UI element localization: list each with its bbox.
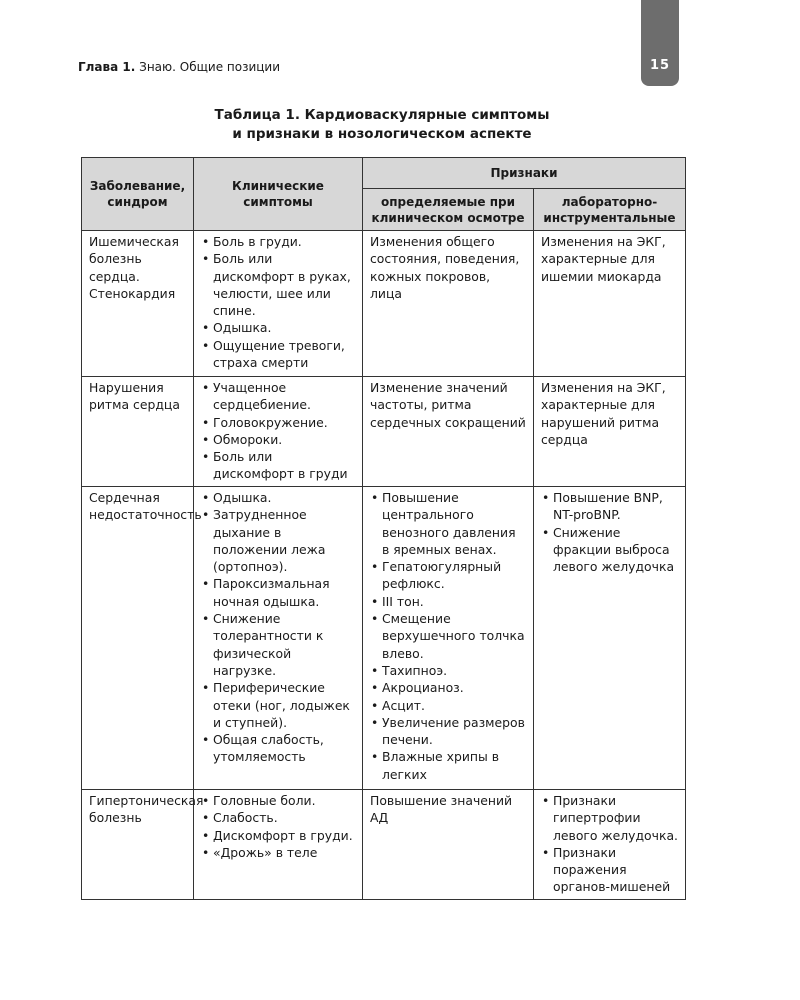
list-item: • Учащенное сердцебиение. — [201, 379, 355, 414]
list-item: • Признаки гипертрофии левого желудочка. — [541, 792, 678, 844]
disease-cell: Сердечная недостаточность — [82, 487, 194, 790]
chapter-title: Знаю. Общие позиции — [135, 60, 281, 74]
list-item: • Боль или дискомфорт в груди — [201, 448, 355, 483]
list-item: • Боль или дискомфорт в руках, челюсти, шее или спине. — [201, 250, 355, 319]
page-number-tab — [641, 0, 679, 86]
list-item: • Периферические отеки (ног, лодыжек и ступней). — [201, 679, 355, 731]
disease-cell: Гипертоническая болезнь — [82, 790, 194, 900]
exam-cell: Повышение значений АД — [363, 790, 534, 900]
list-item: • «Дрожь» в теле — [201, 844, 355, 861]
list-item: • Обмороки. — [201, 431, 355, 448]
table-title-line-1: Таблица 1. Кардиоваскулярные симптомы — [214, 107, 550, 123]
symptoms-cell — [194, 231, 363, 377]
list-item: • Увеличение размеров печени. — [370, 714, 526, 749]
list-item: • Дискомфорт в груди. — [201, 827, 355, 844]
lab-cell — [534, 790, 686, 900]
header-disease: Заболевание, синдром — [82, 158, 194, 231]
table-row — [82, 790, 686, 900]
list-item: • Слабость. — [201, 809, 355, 826]
chapter-label: Глава 1. — [78, 60, 136, 74]
list-item: • Влажные хрипы в легких — [370, 748, 526, 783]
lab-cell: Изменения на ЭКГ, характерные для ишемии миокарда — [534, 231, 686, 377]
page-number: 15 — [649, 58, 671, 73]
exam-cell — [363, 487, 534, 790]
symptoms-cell — [194, 487, 363, 790]
list-item: • Признаки поражения органов-мишеней — [541, 844, 678, 896]
symptoms-cell — [194, 790, 363, 900]
header-lab: лабораторно-инструментальные — [534, 189, 686, 231]
symptoms-table — [81, 157, 686, 900]
disease-cell: Ишемическая болезнь сердца. Стенокардия — [82, 231, 194, 377]
list-item: • Головокружение. — [201, 414, 355, 431]
list-item: • Смещение верхушечного толчка влево. — [370, 610, 526, 662]
list-item: • Головные боли. — [201, 792, 355, 809]
list-item: • Затрудненное дыхание в положении лежа (ортопноэ). — [201, 506, 355, 575]
list-item: • Одышка. — [201, 489, 355, 506]
list-item: • Пароксизмальная ночная одышка. — [201, 575, 355, 610]
table-title-line-2: и признаки в нозологическом аспекте — [232, 126, 532, 142]
list-item: • Общая слабость, утомляемость — [201, 731, 355, 766]
list-item: • Ощущение тревоги, страха смерти — [201, 337, 355, 372]
table-row — [82, 487, 686, 790]
list-item: • Одышка. — [201, 319, 355, 336]
list-item: • Асцит. — [370, 697, 526, 714]
list-item: • Тахипноэ. — [370, 662, 526, 679]
table-title — [80, 106, 684, 144]
symptoms-cell — [194, 377, 363, 487]
list-item: • Снижение толерантности к физической нагрузке. — [201, 610, 355, 679]
table-row — [82, 377, 686, 487]
list-item: • Снижение фракции выброса левого желудочка — [541, 524, 678, 576]
exam-cell: Изменение значений частоты, ритма сердечных сокращений — [363, 377, 534, 487]
exam-cell: Изменения общего состояния, поведения, кожных покровов, лица — [363, 231, 534, 377]
running-head — [78, 60, 280, 74]
list-item: • Гепатоюгулярный рефлюкс. — [370, 558, 526, 593]
disease-cell: Нарушения ритма сердца — [82, 377, 194, 487]
list-item: • Боль в груди. — [201, 233, 355, 250]
list-item: • Акроцианоз. — [370, 679, 526, 696]
lab-cell: Изменения на ЭКГ, характерные для нарушений ритма сердца — [534, 377, 686, 487]
header-symptoms: Клинические симптомы — [194, 158, 363, 231]
header-clinical-exam: определяемые при клиническом осмотре — [363, 189, 534, 231]
list-item: • Повышение центрального венозного давления в яремных венах. — [370, 489, 526, 558]
table-row — [82, 231, 686, 377]
header-signs: Признаки — [363, 158, 686, 189]
lab-cell — [534, 487, 686, 790]
list-item: • Повышение BNP, NT-proBNP. — [541, 489, 678, 524]
list-item: • III тон. — [370, 593, 526, 610]
